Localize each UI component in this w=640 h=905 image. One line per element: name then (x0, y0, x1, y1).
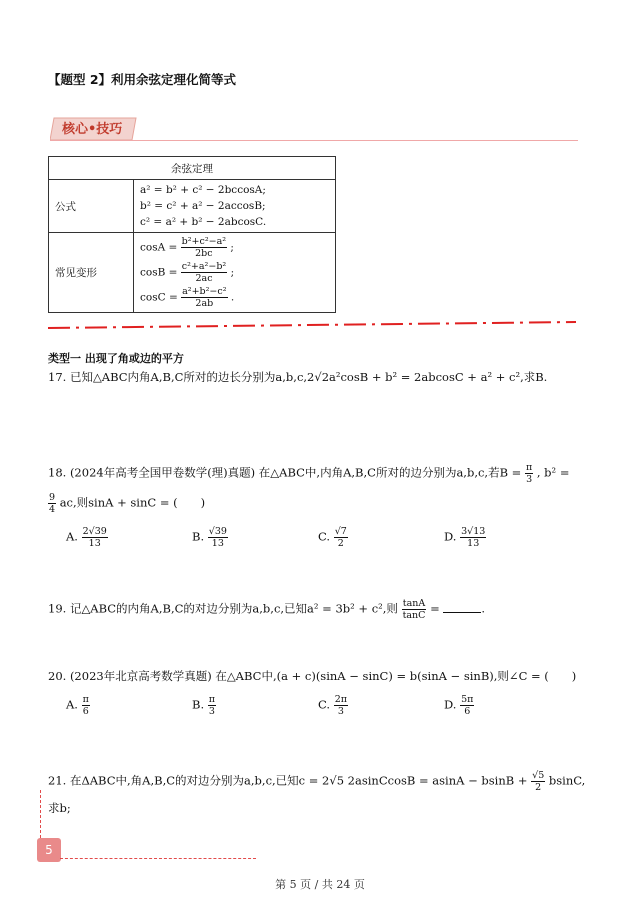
variant-lhs: cosC = (140, 291, 178, 304)
denominator: 2 (337, 538, 344, 549)
option-label: D. (444, 529, 457, 544)
dash-dot-divider (48, 320, 576, 330)
q20-option-d[interactable] (444, 694, 474, 717)
denominator: 13 (211, 538, 224, 549)
denominator: 2ab (195, 298, 214, 309)
type1-heading: 类型一 出现了角或边的平方 (48, 352, 184, 365)
numerator: 2π (334, 694, 347, 705)
q20-option-a[interactable] (66, 694, 90, 717)
numerator: √39 (208, 526, 227, 537)
fraction (525, 462, 533, 485)
question-17: 17. 已知△ABC内角A,B,C所对的边长分别为a,b,c,2√2a²cosB + b² = 2abcosC + a² + c²,求B. (48, 370, 548, 384)
q20-option-c[interactable] (318, 694, 348, 717)
numerator: π (82, 694, 89, 705)
q20-option-b[interactable] (192, 694, 216, 717)
denominator: 2bc (195, 248, 213, 259)
fraction (208, 694, 216, 717)
q21-text: 21. 在ΔABC中,角A,B,C的对边分别为a,b,c,已知c = 2√5 2asinCcosB = asinA − bsinB + (48, 773, 528, 788)
fraction (460, 694, 474, 717)
denominator: 3 (208, 706, 215, 717)
denominator: 3 (526, 474, 533, 485)
question-20: 20. (2023年北京高考数学真题) 在△ABC中,(a + c)(sinA − sinC) = b(sinA − sinB),则∠C = ( ) (48, 669, 577, 683)
denominator: 3 (337, 706, 344, 717)
numerator: c²+a²−b² (181, 261, 227, 272)
formula-line: a² = b² + c² − 2bccosA; (140, 184, 266, 196)
q21-text: bsinC, (548, 773, 586, 788)
fraction (208, 526, 228, 549)
cosine-law-table (48, 156, 336, 313)
punct: ; (230, 266, 235, 279)
numerator: 3√13 (461, 526, 486, 537)
q18-option-d[interactable] (444, 526, 486, 549)
fraction (334, 526, 348, 549)
numerator: tanA (402, 598, 426, 609)
denominator: 2ac (195, 273, 213, 284)
fraction (402, 598, 427, 621)
denominator: tanC (402, 610, 426, 621)
row-label-formula: 公式 (49, 180, 134, 233)
denominator: 4 (49, 504, 56, 515)
numerator: 2√39 (82, 526, 107, 537)
question-21-line2: 求b; (48, 801, 71, 815)
fraction (82, 526, 108, 549)
page-number-badge: 5 (37, 838, 61, 862)
fraction (531, 770, 545, 793)
numerator: √7 (334, 526, 347, 537)
option-label: A. (66, 697, 78, 712)
formula-line: c² = a² + b² − 2abcosC. (140, 216, 267, 228)
denominator: 13 (88, 538, 101, 549)
denominator: 6 (464, 706, 471, 717)
numerator: 5π (461, 694, 474, 705)
variant-lhs: cosA = (140, 241, 178, 254)
numerator: a²+b²−c² (182, 286, 227, 297)
answer-blank[interactable] (443, 602, 481, 613)
banner-title: 核心•技巧 (62, 122, 123, 137)
option-label: A. (66, 529, 78, 544)
page-footer: 第 5 页 / 共 24 页 (275, 878, 365, 891)
numerator: 9 (49, 492, 56, 503)
numerator: π (525, 462, 533, 473)
variant-cell (134, 233, 336, 313)
variant-line (140, 286, 329, 309)
fraction (181, 286, 227, 309)
q18-text: 18. (2024年高考全国甲卷数学(理)真题) 在△ABC中,内角A,B,C所对的边分别为a,b,c,若B = (48, 465, 522, 480)
q19-eq: = (430, 601, 440, 616)
option-label: B. (192, 529, 205, 544)
table-header: 余弦定理 (49, 157, 336, 180)
q18-option-a[interactable] (66, 526, 108, 549)
fraction (334, 694, 348, 717)
option-label: C. (318, 697, 331, 712)
denominator: 6 (82, 706, 89, 717)
question-19: 19. 记△ABC的内角A,B,C的对边分别为a,b,c,已知a² = 3b² + c²,则 $\frac{\tan A}{\tan C}$ = . (48, 598, 486, 621)
option-label: D. (444, 697, 457, 712)
fraction (460, 526, 486, 549)
fraction (181, 261, 227, 284)
denominator: 13 (467, 538, 480, 549)
punct: . (230, 291, 235, 304)
q18-option-b[interactable] (192, 526, 228, 549)
fraction (82, 694, 90, 717)
variant-line (140, 236, 329, 259)
corner-dash-vertical (40, 790, 41, 838)
q18-text: ac,则sinA + sinC = ( ) (59, 495, 206, 510)
variant-lhs: cosB = (140, 266, 178, 279)
numerator: √5 (532, 770, 545, 781)
q18-text: , b² = (536, 465, 570, 480)
punct: ; (230, 241, 234, 254)
question-21-line1 (48, 770, 585, 793)
denominator: 2 (535, 782, 542, 793)
question-18-line1 (48, 462, 569, 485)
option-label: C. (318, 529, 331, 544)
section-title: 【题型 2】利用余弦定理化简等式 (48, 72, 237, 87)
row-label-variant: 常见变形 (49, 233, 134, 313)
fraction (48, 492, 56, 515)
corner-dash-horizontal (60, 858, 256, 859)
banner-underline (50, 140, 578, 141)
q19-text: 19. 记△ABC的内角A,B,C的对边分别为a,b,c,已知a² = 3b² + c²,则 (48, 601, 398, 616)
numerator: π (208, 694, 216, 705)
formula-line: b² = c² + a² − 2accosB; (140, 200, 266, 212)
fraction (181, 236, 227, 259)
option-label: B. (192, 697, 205, 712)
q18-option-c[interactable] (318, 526, 348, 549)
numerator: b²+c²−a² (181, 236, 227, 247)
formula-cell (134, 180, 336, 233)
question-18-line2 (48, 492, 205, 515)
variant-line (140, 261, 329, 284)
